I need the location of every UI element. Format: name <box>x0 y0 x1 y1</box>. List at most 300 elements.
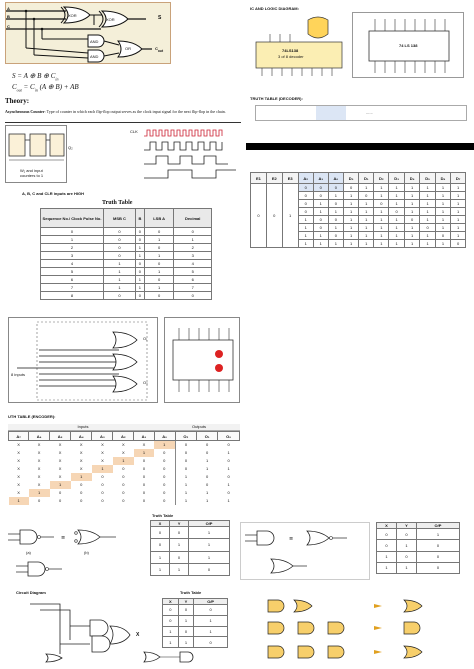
counter-cell: 1 <box>104 268 136 276</box>
encoder-cell: X <box>17 474 20 479</box>
encoder-cell: 0 <box>163 466 166 471</box>
circuit-x-label: X <box>136 632 140 638</box>
gate-label-b: (b) <box>84 550 89 555</box>
counter-cell: 0 <box>135 292 144 300</box>
encoder-cell: X <box>101 458 104 463</box>
decoder-cell: 1 <box>435 184 450 192</box>
encoder-cell: X <box>17 442 20 448</box>
jk-q-label: Q₂ <box>68 145 73 150</box>
encoder-cell: X <box>37 442 41 448</box>
counter-table-row <box>41 244 212 252</box>
decoder-col-header: D₂ <box>374 173 389 184</box>
decoder-cell: 0 <box>313 192 328 200</box>
decoder-col-header: A₂ <box>298 173 313 184</box>
decoder-cell: 0 <box>328 216 343 224</box>
decoder-cell: 1 <box>374 240 389 248</box>
encoder-cell: 0 <box>101 490 104 495</box>
decoder-cell: 1 <box>298 232 313 240</box>
decoder-table-row <box>251 184 466 192</box>
decoder-cell: 1 <box>435 200 450 208</box>
decoder-cell: 1 <box>374 224 389 232</box>
bottom-gate-strip <box>140 648 240 666</box>
decoder-cell: 1 <box>313 240 328 248</box>
encoder-cell: 0 <box>142 490 146 495</box>
encoder-table-row <box>9 449 240 457</box>
gate-table-cell: 1 <box>170 563 189 575</box>
encoder-cell: 0 <box>175 441 197 449</box>
carry-equation: $C_{out} = C_{in}$ (A ⊕ B) + AB <box>12 83 79 93</box>
gate-table-cell: 0 <box>178 626 194 637</box>
decoder-cell: 1 <box>359 208 374 216</box>
counter-col-header: Sequence No./ Clock Pulse No. <box>41 209 104 228</box>
encoder-cell: 1 <box>113 457 134 465</box>
nor-gate-svg <box>241 523 371 581</box>
encoder-cell: 0 <box>59 490 62 495</box>
counter-cell: 1 <box>104 276 136 284</box>
encoder-table-row <box>9 465 240 473</box>
encoder-title: UTH TABLE (ENCODER): <box>8 414 56 419</box>
decoder-cell: 1 <box>420 216 435 224</box>
encoder-cell: 0 <box>59 498 62 503</box>
gate-table-cell: 1 <box>189 527 230 539</box>
encoder-table-row <box>9 441 240 449</box>
decoder-col-header: D₅ <box>420 173 435 184</box>
decoder-cell: 1 <box>435 192 450 200</box>
decoder-cell: 1 <box>404 232 420 240</box>
gate-table-cell: 1 <box>194 615 228 626</box>
decoder-cell: 1 <box>435 208 450 216</box>
decoder-cell: 1 <box>389 240 404 248</box>
gate-table-cell: 0 <box>417 551 460 562</box>
decoder-ic-diagram <box>352 12 464 78</box>
encoder-cell: 1 <box>227 450 230 455</box>
counter-cell: 0 <box>144 244 174 252</box>
gate-table-cell: 1 <box>194 626 228 637</box>
gate-table-cell: 1 <box>397 540 417 551</box>
full-adder-svg <box>6 3 172 65</box>
decoder-cell: 0 <box>359 192 374 200</box>
counter-cell: 0 <box>104 236 136 244</box>
full-adder-diagram <box>5 2 171 64</box>
encoder-cell: 0 <box>142 498 146 503</box>
adder-label-a: A <box>7 6 10 11</box>
counter-cell: 0 <box>135 236 144 244</box>
counter-cell: 0 <box>174 292 212 300</box>
decoder-cell: 1 <box>374 192 389 200</box>
encoder-cell: X <box>37 466 41 471</box>
encoder-cell: 0 <box>163 450 166 455</box>
decoder-cell: 0 <box>344 184 359 192</box>
gate-table-cell: 1 <box>377 551 397 562</box>
encoder-cell: 1 <box>29 489 50 497</box>
decoder-chip-label: 74LS138 <box>282 48 299 53</box>
encoder-cell: X <box>79 466 83 471</box>
decoder-chip-diagram <box>250 12 346 80</box>
gate-label-a: (a) <box>26 550 31 555</box>
counter-cell: 1 <box>135 284 144 292</box>
encoder-table-row <box>9 473 240 481</box>
encoder-cell: X <box>79 442 83 448</box>
decoder-truth-table <box>250 172 466 248</box>
decoder-cell: 1 <box>389 232 404 240</box>
gate-table-cell: 1 <box>189 539 230 551</box>
encoder-cell: X <box>17 458 20 463</box>
encoder-cell: X <box>37 450 41 455</box>
counter-cell: 4 <box>41 260 104 268</box>
encoder-col-header: A₃ <box>92 432 113 441</box>
encoder-cell: 0 <box>175 449 197 457</box>
encoder-cell: 0 <box>122 466 125 471</box>
gate-table-cell: 1 <box>189 551 230 563</box>
counter-cell: 0 <box>41 228 104 236</box>
gate-table-row <box>377 562 460 573</box>
encoder-cell: 0 <box>163 490 166 495</box>
tt2-col-op: O/P <box>417 523 460 529</box>
decoder-cell: 1 <box>435 216 450 224</box>
decoder-cell: 1 <box>451 224 466 232</box>
decoder-cell: 1 <box>359 200 374 208</box>
gate-table-cell: 1 <box>163 626 179 637</box>
gate-table-cell: 0 <box>170 551 189 563</box>
decoder-col-header: D₄ <box>404 173 420 184</box>
gate-table-cell: 0 <box>194 637 228 648</box>
gate-table-row <box>151 539 230 551</box>
encoder-cell: 1 <box>206 498 209 503</box>
decoder-ellipsis: ...... <box>366 110 373 115</box>
encoder-cell: 0 <box>175 465 197 473</box>
decoder-col-header: D₁ <box>359 173 374 184</box>
adder-label-cout: $C_{out}$ <box>155 46 164 53</box>
decoder-cell: 1 <box>374 216 389 224</box>
decoder-cell: 0 <box>420 224 435 232</box>
jk-counter-diagram <box>5 125 67 183</box>
encoder-cell: X <box>79 458 83 463</box>
encoder-cell: 0 <box>122 490 125 495</box>
gate-table-cell: 1 <box>178 615 194 626</box>
encoder-ic-diagram <box>164 317 240 403</box>
decoder-enable-cell: 1 <box>282 184 298 248</box>
encoder-cell: 1 <box>227 498 230 503</box>
encoder-col-header: A₆ <box>29 432 50 441</box>
counter-cell: 0 <box>144 276 174 284</box>
encoder-svg <box>9 318 159 404</box>
counter-cell: 4 <box>174 260 212 268</box>
and2-label: AND <box>90 54 99 59</box>
decoder-cell: 1 <box>328 240 343 248</box>
decoder-cell: 1 <box>313 200 328 208</box>
decoder-cell: 0 <box>435 232 450 240</box>
encoder-cell: X <box>122 450 125 455</box>
counter-table-row <box>41 260 212 268</box>
encoder-cell: 0 <box>163 474 166 479</box>
encoder-cell: 0 <box>122 474 125 479</box>
counter-cell: 1 <box>144 268 174 276</box>
gate-equivalence-diagram <box>254 594 468 666</box>
encoder-table-row <box>9 457 240 465</box>
encoder-cell: X <box>17 450 20 455</box>
decoder-cell: 0 <box>404 216 420 224</box>
counter-cell: 6 <box>174 276 212 284</box>
decoder-cell: 1 <box>344 200 359 208</box>
gate-truth-table-1 <box>150 520 230 576</box>
decoder-cell: 1 <box>374 232 389 240</box>
encoder-cell: 1 <box>227 466 230 471</box>
encoder-col-header: A₁ <box>134 432 154 441</box>
gate-table-cell: 0 <box>151 539 170 551</box>
encoder-cell: 1 <box>206 490 209 495</box>
encoder-cell: 0 <box>122 498 125 503</box>
encoder-col-header: A₄ <box>71 432 92 441</box>
decoder-cell: 1 <box>420 240 435 248</box>
gate-table-row <box>163 637 228 648</box>
encoder-cell: 0 <box>142 482 146 487</box>
decoder-col-header: D₇ <box>451 173 466 184</box>
encoder-table-row <box>9 481 240 489</box>
encoder-table-row <box>9 497 240 505</box>
decoder-partial-table <box>255 105 467 121</box>
encoder-cell: 0 <box>142 466 146 471</box>
decoder-cell: 1 <box>404 200 420 208</box>
counter-table-row <box>41 284 212 292</box>
decoder-cell: 1 <box>435 240 450 248</box>
counter-cell: 0 <box>144 228 174 236</box>
decoder-cell: 1 <box>298 216 313 224</box>
decoder-cell: 1 <box>420 184 435 192</box>
gate-table-cell: 1 <box>397 562 417 573</box>
decoder-cell: 1 <box>451 216 466 224</box>
counter-cell: 0 <box>144 292 174 300</box>
encoder-cell: X <box>58 450 62 455</box>
encoder-cell: X <box>17 466 20 471</box>
decoder-col-header: D₀ <box>344 173 359 184</box>
tt3-title: Truth Table <box>180 590 202 595</box>
decoder-cell: 1 <box>451 200 466 208</box>
encoder-cell: 0 <box>163 458 166 463</box>
encoder-cell: 0 <box>101 498 104 503</box>
encoder-cell: 1 <box>92 465 113 473</box>
counter-cell: 0 <box>135 268 144 276</box>
decoder-col-header: E3 <box>282 173 298 184</box>
svg-text:≡: ≡ <box>61 535 66 541</box>
gate-table-cell: 0 <box>189 563 230 575</box>
gate-table-cell: 1 <box>163 637 179 648</box>
encoder-col-header: O₂ <box>175 432 197 441</box>
tt1-title: Truth Table <box>152 513 174 518</box>
theory-heading: Theory: <box>5 97 30 105</box>
encoder-cell: 0 <box>122 482 125 487</box>
adder-label-s: S <box>158 15 162 21</box>
jk-note: W₁ and input <box>20 168 43 173</box>
gate-table-cell: 0 <box>163 615 179 626</box>
encoder-cell: 1 <box>175 497 197 505</box>
tt-col-x: X <box>151 521 170 527</box>
theory-paragraph: Asynchronous Counter: Type of counter in which each flip-flop output serves as the clock input signal for the next flip-flop in the chain. <box>5 109 226 114</box>
decoder-cell: 1 <box>435 224 450 232</box>
gate-table-row <box>377 540 460 551</box>
decoder-chip-svg <box>250 12 346 80</box>
encoder-cell: 0 <box>142 474 146 479</box>
encoder-cell: X <box>37 482 41 487</box>
encoder-cell: 1 <box>206 466 209 471</box>
or-label: OR <box>125 46 131 51</box>
decoder-cell: 1 <box>389 184 404 192</box>
decoder-cell: 1 <box>298 240 313 248</box>
decoder-ic-label: 74 LS 138 <box>399 43 418 48</box>
decoder-cell: 1 <box>359 216 374 224</box>
encoder-cell: 0 <box>206 482 209 487</box>
encoder-cell: 0 <box>227 442 230 448</box>
gate-table-cell: 0 <box>170 527 189 539</box>
tt2-col-y: Y <box>397 523 417 529</box>
decoder-cell: 1 <box>298 224 313 232</box>
counter-cell: 3 <box>174 252 212 260</box>
encoder-cell: 0 <box>206 442 209 448</box>
decoder-col-header: D₃ <box>389 173 404 184</box>
counter-col-header: B <box>135 209 144 228</box>
xor2-label: XOR <box>106 17 115 22</box>
encoder-ic-svg <box>165 318 241 404</box>
decoder-cell: 1 <box>404 192 420 200</box>
decoder-cell: 1 <box>404 208 420 216</box>
decoder-cell: 0 <box>298 192 313 200</box>
counter-cell: 8 <box>41 292 104 300</box>
encoder-cell: X <box>58 474 62 479</box>
counter-cell: 1 <box>174 236 212 244</box>
encoder-cell: X <box>37 458 41 463</box>
tt3-col-x: X <box>163 599 179 605</box>
encoder-cell: 0 <box>101 482 104 487</box>
decoder-cell: 0 <box>298 184 313 192</box>
encoder-inputs-label: Inputs <box>77 424 89 429</box>
decoder-col-header: A₁ <box>313 173 328 184</box>
counter-cell: 6 <box>41 276 104 284</box>
encoder-cell: 1 <box>134 449 154 457</box>
encoder-col-header: A₇ <box>9 432 29 441</box>
decoder-cell: 1 <box>404 184 420 192</box>
decoder-enable-cell: 0 <box>266 184 282 248</box>
encoder-truth-table <box>8 431 240 505</box>
counter-col-header: Decimal <box>174 209 212 228</box>
counter-cell: 7 <box>174 284 212 292</box>
counter-truth-title: Truth Table <box>102 200 133 206</box>
gate-table-cell: 0 <box>397 551 417 562</box>
svg-text:≡: ≡ <box>289 536 294 542</box>
decoder-cell: 1 <box>451 208 466 216</box>
encoder-cell: X <box>142 442 146 448</box>
counter-truth-table <box>40 208 212 300</box>
decoder-col-header: D₆ <box>435 173 450 184</box>
gate-table-cell: 1 <box>377 562 397 573</box>
clk-label: CLK <box>130 129 138 134</box>
encoder-cell: X <box>101 442 104 448</box>
decoder-cell: 1 <box>389 192 404 200</box>
decoder-enable-cell: 0 <box>251 184 267 248</box>
decoder-cell: 0 <box>389 208 404 216</box>
encoder-out-label-a: O₁ <box>143 336 148 341</box>
xor-circuit-diagram <box>10 596 140 666</box>
counter-cell: 0 <box>104 292 136 300</box>
gate-table-cell: 0 <box>178 605 194 616</box>
decoder-cell: 1 <box>313 232 328 240</box>
decoder-cell: 0 <box>313 224 328 232</box>
counter-table-row <box>41 236 212 244</box>
encoder-cell: 1 <box>227 482 230 487</box>
counter-cell: 3 <box>41 252 104 260</box>
encoder-col-header: A₀ <box>154 432 175 441</box>
bottom-gate-svg <box>140 648 240 666</box>
decoder-truth-title: TRUTH TABLE (DECODER): <box>250 96 303 101</box>
encoder-cell: X <box>58 442 62 448</box>
decoder-cell: 1 <box>420 200 435 208</box>
encoder-outputs-label: Outputs <box>191 424 206 429</box>
counter-cell: 1 <box>135 276 144 284</box>
decoder-cell: 1 <box>420 208 435 216</box>
encoder-col-header: O₀ <box>218 432 240 441</box>
encoder-cell: 1 <box>71 473 92 481</box>
encoder-inputs-side: 8 inputs <box>11 372 26 377</box>
encoder-cell: 0 <box>206 450 209 455</box>
encoder-cell: X <box>17 482 20 487</box>
gate-table-cell: 0 <box>377 529 397 540</box>
gate-table-cell: 1 <box>170 539 189 551</box>
encoder-cell: X <box>122 442 125 448</box>
counter-cell: 1 <box>41 236 104 244</box>
encoder-cell: 1 <box>206 458 209 463</box>
counter-table-row <box>41 276 212 284</box>
encoder-table-wrap <box>8 424 240 505</box>
jk-caption: A, B, C and CLR inputs are HIGH <box>22 191 85 196</box>
encoder-cell: 0 <box>227 490 230 495</box>
tt3-col-y: Y <box>178 599 194 605</box>
encoder-cell: 0 <box>38 498 41 503</box>
counter-cell: 1 <box>135 252 144 260</box>
decoder-cell: 1 <box>344 240 359 248</box>
decoder-title: IC AND LOGIC DIAGRAM: <box>250 6 299 11</box>
encoder-cell: 1 <box>154 441 175 449</box>
encoder-cell: 0 <box>227 458 230 463</box>
decoder-cell: 1 <box>389 224 404 232</box>
counter-cell: 2 <box>41 244 104 252</box>
encoder-cell: 1 <box>50 481 71 489</box>
decoder-cell: 1 <box>451 184 466 192</box>
encoder-logic-diagram <box>8 317 158 403</box>
gate-table-cell: 1 <box>151 551 170 563</box>
counter-table-body <box>41 228 212 300</box>
decoder-cell: 1 <box>328 224 343 232</box>
encoder-col-header: O₁ <box>197 432 218 441</box>
counter-table-row <box>41 228 212 236</box>
tt3-col-op: O/P <box>194 599 228 605</box>
counter-cell: 5 <box>41 268 104 276</box>
nor-gate-diagram <box>240 522 370 580</box>
encoder-cell: X <box>58 466 62 471</box>
decoder-cell: 1 <box>313 208 328 216</box>
counter-cell: 0 <box>174 228 212 236</box>
decoder-cell: 0 <box>374 200 389 208</box>
gate-table-cell: 0 <box>377 540 397 551</box>
counter-cell: 0 <box>135 260 144 268</box>
decoder-cell: 1 <box>359 232 374 240</box>
gate-table-cell: 0 <box>397 529 417 540</box>
gate-table-cell: 1 <box>417 529 460 540</box>
decoder-cell: 0 <box>451 240 466 248</box>
tt-col-op: O/P <box>189 521 230 527</box>
decoder-cell: 1 <box>451 232 466 240</box>
gate-table-cell: 0 <box>194 605 228 616</box>
encoder-cell: X <box>37 474 41 479</box>
decoder-cell: 1 <box>359 224 374 232</box>
circuit-title: Circuit Diagram <box>16 590 46 595</box>
